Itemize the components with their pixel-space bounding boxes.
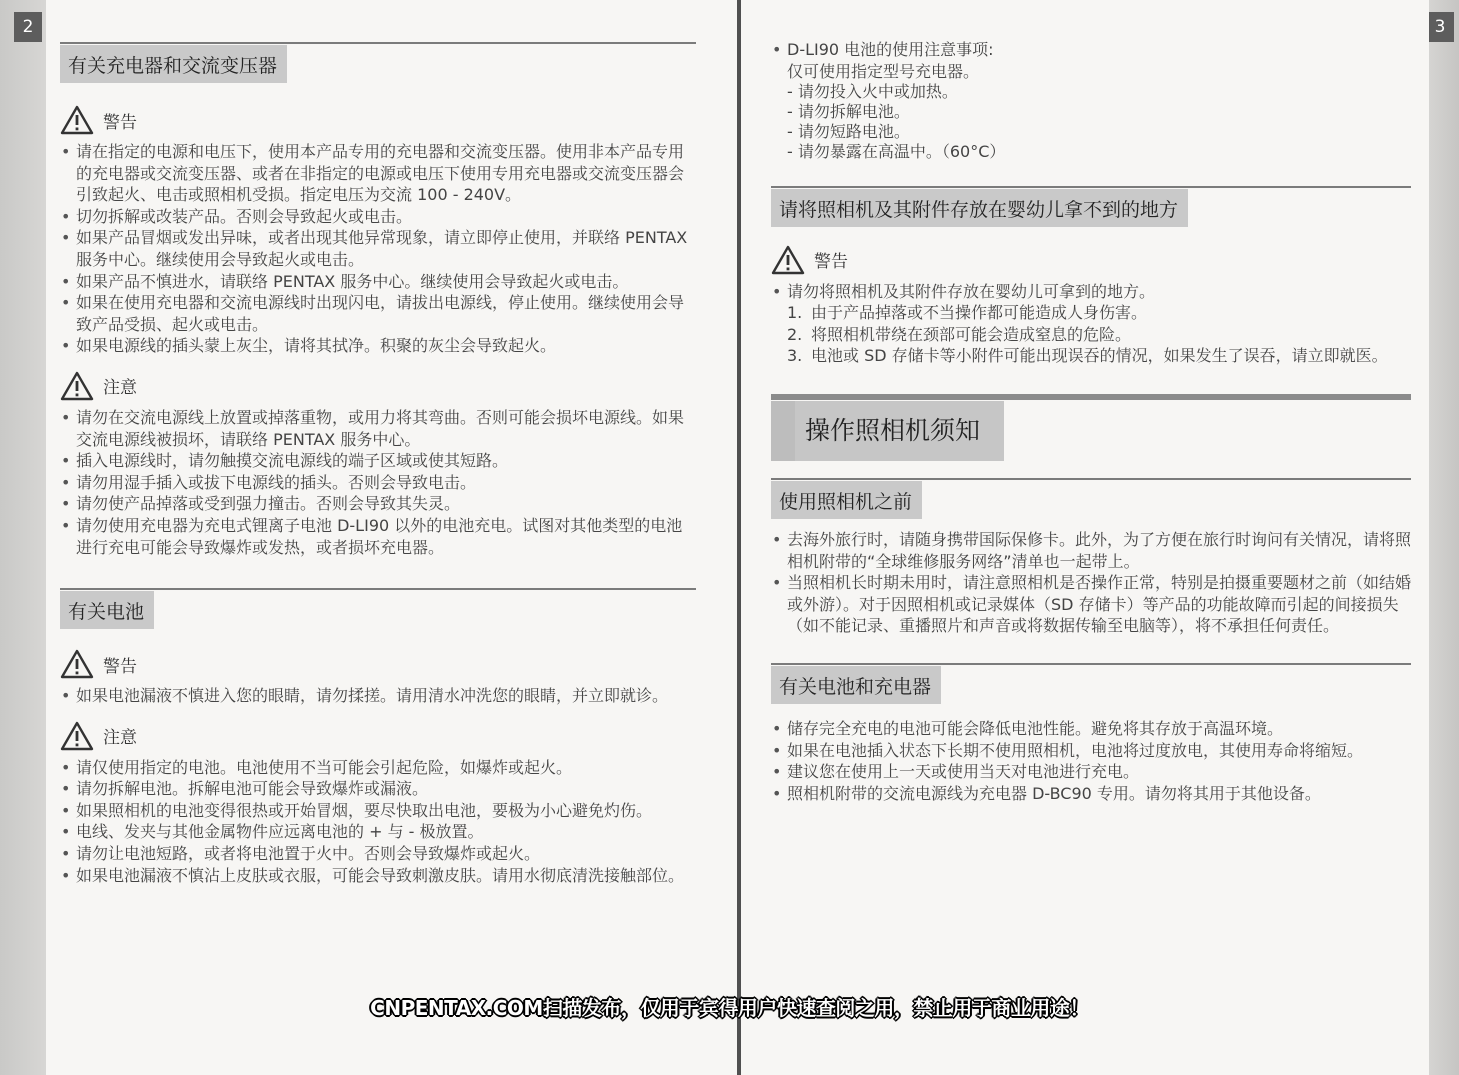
warning-header [771,245,1411,275]
list-item: • 储存完全充电的电池可能会降低电池性能。避免将其存放于高温环境。 [771,718,1411,740]
list-item: • 请勿在交流电源线上放置或掉落重物，或用力将其弯曲。否则可能会损坏电源线。如果交流电源线被损坏，请联络 PENTAX 服务中心。 [60,407,696,450]
item-number: 3. [787,346,803,366]
section-rule [60,588,696,590]
right-page [741,0,1429,1075]
caution-label: 注意 [103,728,137,749]
list-item: • 如果在使用充电器和交流电源线时出现闪电，请拔出电源线，停止使用。继续使用会导致产品受损、起火或电击。 [60,292,696,335]
section-title: 有关电池 [60,591,154,629]
section-rule [771,663,1411,665]
item-number: 1. [787,303,803,323]
battery-notes [771,39,1411,61]
caution-header [60,721,696,751]
chapter-heading [771,394,1411,461]
warning-label: 警告 [103,112,137,133]
list-item: • 如果产品冒烟或发出异味，或者出现其他异常现象，请立即停止使用，并联络 PENTAX 服务中心。继续使用会导致起火或电击。 [60,227,696,270]
battery-note-sub: - 请勿暴露在高温中。（60°C） [787,141,1006,161]
caution-list [60,407,696,558]
warning-triangle-icon [771,245,805,275]
warning-label: 警告 [814,252,848,273]
caution-label: 注意 [103,378,137,399]
battery-notes-title: • D-LI90 电池的使用注意事项: [771,39,1411,61]
battery-note-sub: - 请勿投入火中或加热。 [787,81,958,101]
item-text: 电池或 SD 存储卡等小附件可能出现误吞的情况，如果发生了误吞，请立即就医。 [811,346,1388,366]
section-title: 使用照相机之前 [771,481,922,519]
warning-header [60,105,696,135]
caution-triangle-icon [60,371,94,401]
page-edge-right [1429,0,1459,1075]
list-item: • 如果在电池插入状态下长期不使用照相机，电池将过度放电，其使用寿命将缩短。 [771,740,1411,762]
list-item: • 切勿拆解或改装产品。否则会导致起火或电击。 [60,206,696,228]
warning-triangle-icon [60,649,94,679]
list-item: • 如果电源线的插头蒙上灰尘，请将其拭净。积聚的灰尘会导致起火。 [60,335,696,357]
section-rule [60,42,696,44]
warning-header [60,649,696,679]
caution-list [60,757,696,887]
section-battery [60,588,696,629]
list-item: • 照相机附带的交流电源线为充电器 D-BC90 专用。请勿将其用于其他设备。 [771,783,1411,805]
list-item: • 请勿使用充电器为充电式锂离子电池 D-LI90 以外的电池充电。试图对其他类型的电池进行充电可能会导致爆炸或发热，或者损坏充电器。 [60,515,696,558]
list-item: • 请勿用湿手插入或拔下电源线的插头。否则会导致电击。 [60,472,696,494]
warning-list [60,685,696,707]
page-number-right: 3 [1426,12,1454,42]
section-rule [771,186,1411,188]
numbered-list [771,302,1411,367]
caution-triangle-icon [60,721,94,751]
battery-notes-line: 仅可使用指定型号充电器。 [787,61,980,81]
list-item: • 当照相机长时期未用时，请注意照相机是否操作正常，特别是拍摄重要题材之前（如结婚或外游）。对于因照相机或记录媒体（SD 存储卡）等产品的功能故障而引起的间接损失（如不能记录、重播照片和声音或将数据传输至电脑等），将不承担任何责任。 [771,572,1411,637]
list-item: • 电线、发夹与其他金属物件应远离电池的 + 与 - 极放置。 [60,821,696,843]
warning-triangle-icon [60,105,94,135]
numbered-item [787,345,1411,367]
list-item: • 插入电源线时，请勿触摸交流电源线的端子区域或使其短路。 [60,450,696,472]
section-title: 请将照相机及其附件存放在婴幼儿拿不到的地方 [771,189,1188,227]
chapter-title: 操作照相机须知 [771,401,1004,461]
item-number: 2. [787,324,803,344]
section-title: 有关充电器和交流变压器 [60,45,287,83]
section-children [771,186,1411,227]
battery-note-sub: - 请勿短路电池。 [787,121,910,141]
list-item: • 如果产品不慎进水，请联络 PENTAX 服务中心。继续使用会导致起火或电击。 [60,271,696,293]
numbered-item [787,324,1411,346]
left-column [60,0,696,886]
list-item: • 请勿让电池短路，或者将电池置于火中。否则会导致爆炸或起火。 [60,843,696,865]
section-battery-charger [771,663,1411,704]
list-item: • 请勿将照相机及其附件存放在婴幼儿可拿到的地方。 [771,281,1411,303]
chapter-rule [771,394,1411,400]
list-item: • 如果电池漏液不慎进入您的眼睛，请勿揉搓。请用清水冲洗您的眼睛，并立即就诊。 [60,685,696,707]
battery-note-sub: - 请勿拆解电池。 [787,101,910,121]
item-text: 将照相机带绕在颈部可能会造成窒息的危险。 [811,324,1132,344]
page-edge-left [0,0,46,1075]
list-item: • 请勿使产品掉落或受到强力撞击。否则会导致其失灵。 [60,493,696,515]
section-title: 有关电池和充电器 [771,666,941,704]
list-item: • 建议您在使用上一天或使用当天对电池进行充电。 [771,761,1411,783]
caution-header [60,371,696,401]
section-before-use [771,478,1411,519]
right-column [771,0,1411,804]
numbered-item [787,302,1411,324]
list-item: • 去海外旅行时，请随身携带国际保修卡。此外，为了方便在旅行时询问有关情况，请将照相机附带的“全球维修服务网络”清单也一起带上。 [771,529,1411,572]
left-page [46,0,737,1075]
watermark-text: CNPENTAX.COM扫描发布，仅用于宾得用户快速查阅之用，禁止用于商业用途！ [370,996,1089,1020]
list-item: • 如果电池漏液不慎沾上皮肤或衣服，可能会导致刺激皮肤。请用水彻底清洗接触部位。 [60,865,696,887]
item-text: 由于产品掉落或不当操作都可能造成人身伤害。 [811,303,1148,323]
section-charger [60,42,696,83]
list-item: • 如果照相机的电池变得很热或开始冒烟，要尽快取出电池，要极为小心避免灼伤。 [60,800,696,822]
list-item: • 请勿拆解电池。拆解电池可能会导致爆炸或漏液。 [60,778,696,800]
page-number-left: 2 [14,12,42,42]
list-item: • 请仅使用指定的电池。电池使用不当可能会引起危险，如爆炸或起火。 [60,757,696,779]
warning-list [60,141,696,357]
battery-charger-list [771,718,1411,804]
before-use-list [771,529,1411,637]
list-item: • 请在指定的电源和电压下，使用本产品专用的充电器和交流变压器。使用非本产品专用的充电器或交流变压器、或者在非指定的电源或电压下使用专用充电器或交流变压器会引致起火、电击或照相机受损。指定电压为交流 100 - 240V。 [60,141,696,206]
section-rule [771,478,1411,480]
warning-label: 警告 [103,656,137,677]
warning-list [771,281,1411,303]
